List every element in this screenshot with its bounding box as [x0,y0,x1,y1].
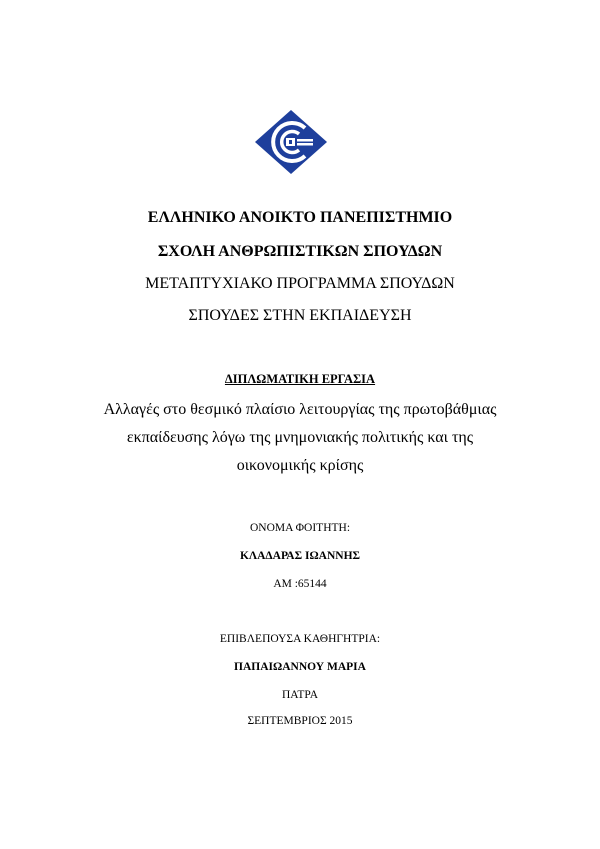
student-name: ΚΛΑΔΑΡΑΣ ΙΩΑΝΝΗΣ [239,550,361,562]
thesis-title-line-3: οικονομικής κρίσης [236,457,364,474]
student-id: ΑΜ :65144 [273,578,327,590]
program-name: ΜΕΤΑΠΤΥΧΙΑΚΟ ΠΡΟΓΡΑΜΜΑ ΣΠΟΥΔΩΝ [145,275,455,292]
field-name: ΣΠΟΥΔΕΣ ΣΤΗΝ ΕΚΠΑΙΔΕΥΣΗ [188,307,412,324]
student-label: ΟΝΟΜΑ ΦΟΙΤΗΤΗ: [249,522,351,534]
city: ΠΑΤΡΑ [281,689,319,701]
supervisor-label: ΕΠΙΒΛΕΠΟΥΣΑ ΚΑΘΗΓΗΤΡΙΑ: [219,633,381,645]
supervisor-name: ΠΑΠΑΙΩΑΝΝΟΥ ΜΑΡΙΑ [234,661,366,673]
date: ΣΕΠΤΕΜΒΡΙΟΣ 2015 [247,715,353,727]
thesis-title-line-1: Αλλαγές στο θεσμικό πλαίσιο λειτουργίας της πρωτοβάθμιας [103,401,497,418]
university-seal-icon [253,108,329,176]
school-name: ΣΧΟΛΗ ΑΝΘΡΩΠΙΣΤΙΚΩΝ ΣΠΟΥΔΩΝ [157,243,443,260]
thesis-label: ΔΙΠΛΩΜΑΤΙΚΗ ΕΡΓΑΣΙΑ [224,372,376,386]
thesis-title-line-2: εκπαίδευσης λόγω της μνημονιακής πολιτικής και της [126,429,474,446]
university-name: ΕΛΛΗΝΙΚΟ ΑΝΟΙΚΤΟ ΠΑΝΕΠΙΣΤΗΜΙΟ [147,209,453,226]
